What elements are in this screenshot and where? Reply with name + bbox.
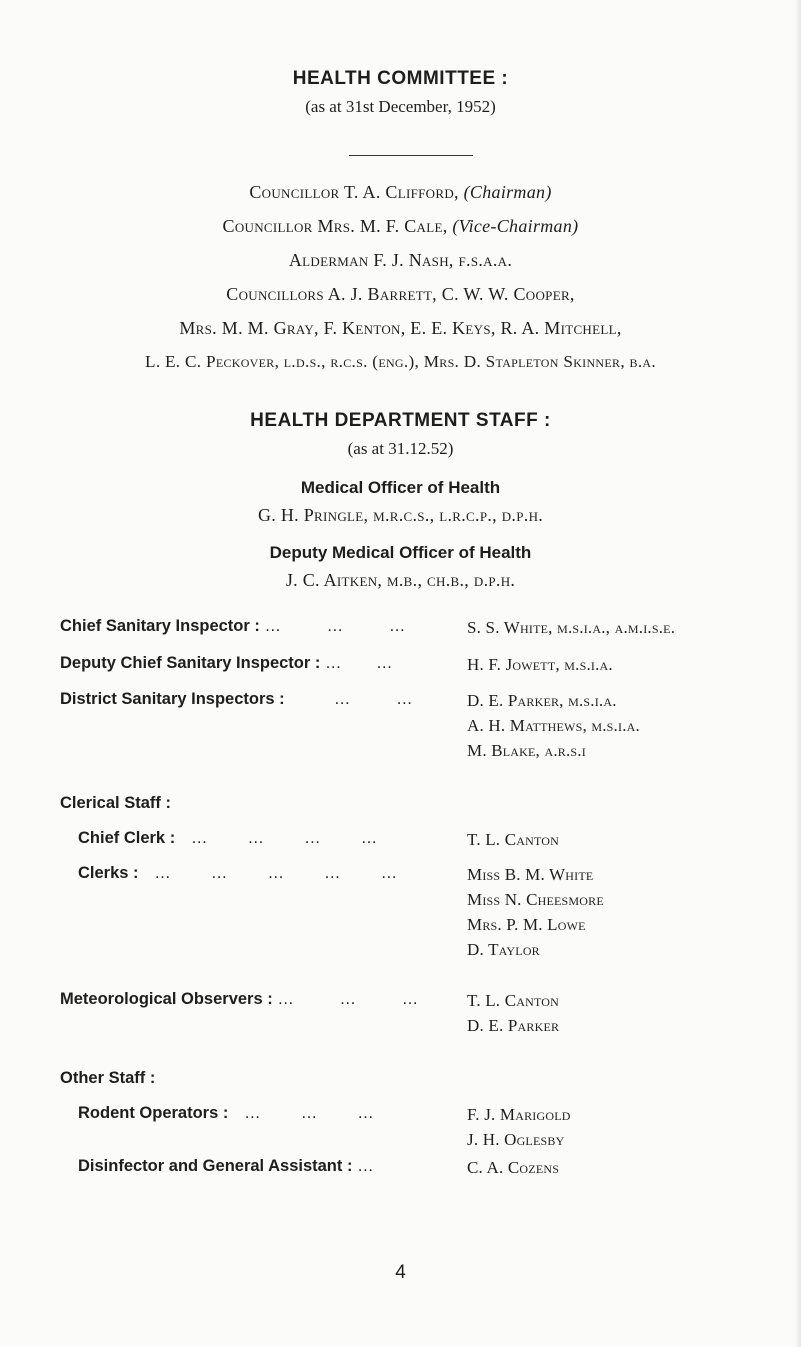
chief-sanitary-inspector-label: Chief Sanitary Inspector : … … … [60, 617, 407, 635]
met-observer: D. E. Parker [467, 1016, 560, 1035]
rodent-operator: J. H. Oglesby [467, 1130, 565, 1149]
page-number: 4 [395, 1262, 406, 1283]
chief-sanitary-inspector: S. S. White, m.s.i.a., a.m.i.s.e. [467, 618, 676, 637]
district-inspectors-label: District Sanitary Inspectors : … … [60, 690, 414, 708]
rodent-operators-label: Rodent Operators : … … … [78, 1104, 375, 1122]
clerical-staff-label: Clerical Staff : [60, 794, 171, 812]
deputy-sanitary-inspector: H. F. Jowett, m.s.i.a. [467, 655, 613, 674]
department-title: HEALTH DEPARTMENT STAFF : [250, 410, 551, 431]
committee-member-vice-chairman: Councillor Mrs. M. F. Cale, (Vice-Chairman) [222, 216, 579, 236]
page-edge-shadow [795, 0, 801, 1347]
clerk: D. Taylor [467, 940, 540, 959]
committee-member: Councillors A. J. Barrett, C. W. W. Cooper, [226, 284, 575, 304]
clerk: Miss B. M. White [467, 865, 594, 884]
district-inspector: M. Blake, a.r.s.i [467, 741, 586, 760]
committee-subtitle: (as at 31st December, 1952) [305, 97, 496, 116]
clerks-label: Clerks : … … … … … [78, 864, 399, 882]
clerk: Mrs. P. M. Lowe [467, 915, 586, 934]
department-subtitle: (as at 31.12.52) [347, 439, 454, 458]
disinfector-label: Disinfector and General Assistant : … [78, 1157, 375, 1175]
moh-name: G. H. Pringle, m.r.c.s., l.r.c.p., d.p.h. [257, 505, 544, 525]
district-inspector: D. E. Parker, m.s.i.a. [467, 691, 617, 710]
committee-member-chairman: Councillor T. A. Clifford, (Chairman) [249, 182, 552, 202]
met-observer: T. L. Canton [467, 991, 560, 1010]
committee-title: HEALTH COMMITTEE : [292, 68, 509, 89]
moh-heading: Medical Officer of Health [300, 478, 501, 497]
divider [349, 155, 473, 156]
district-inspector: A. H. Matthews, m.s.i.a. [467, 716, 640, 735]
committee-member: Alderman F. J. Nash, f.s.a.a. [288, 250, 513, 270]
deputy-moh-heading: Deputy Medical Officer of Health [269, 543, 532, 562]
committee-member: L. E. C. Peckover, l.d.s., r.c.s. (eng.), Mrs. D. Stapleton Skinner, b.a. [145, 352, 656, 371]
disinfector: C. A. Cozens [467, 1158, 560, 1177]
deputy-sanitary-inspector-label: Deputy Chief Sanitary Inspector : … … [60, 654, 394, 672]
met-observers-label: Meteorological Observers : … … … [60, 990, 420, 1008]
deputy-moh-name: J. C. Aitken, m.b., ch.b., d.p.h. [285, 570, 516, 590]
clerk: Miss N. Cheesmore [467, 890, 604, 909]
chief-clerk: T. L. Canton [467, 830, 560, 849]
rodent-operator: F. J. Marigold [467, 1105, 571, 1124]
chief-clerk-label: Chief Clerk : … … … … [78, 829, 379, 847]
other-staff-label: Other Staff : [60, 1069, 156, 1087]
committee-member: Mrs. M. M. Gray, F. Kenton, E. E. Keys, R. A. Mitchell, [179, 318, 622, 338]
